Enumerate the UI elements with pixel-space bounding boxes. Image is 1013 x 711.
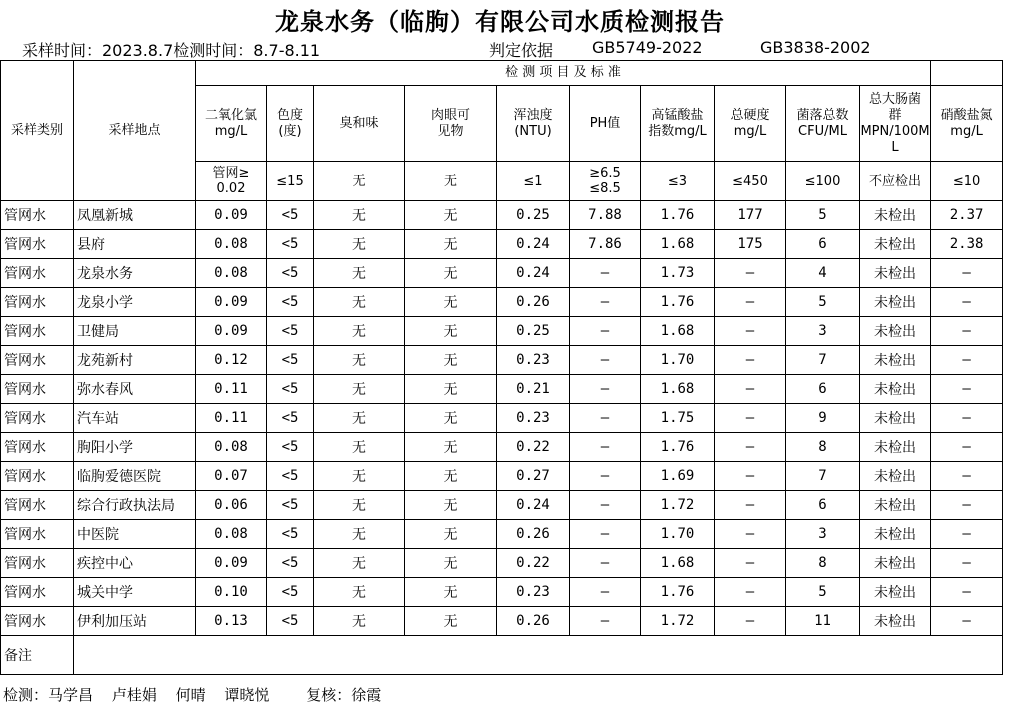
sampling-time: 采样时间：2023.8.7检测时间：8.7-8.11 xyxy=(22,41,321,60)
value-cell: 无 xyxy=(405,288,497,317)
value-cell: 无 xyxy=(314,491,405,520)
value-cell: 1.76 xyxy=(641,201,715,230)
report-subtitle xyxy=(22,38,1002,58)
value-cell: 无 xyxy=(405,317,497,346)
value-cell: 未检出 xyxy=(860,201,931,230)
value-cell: 无 xyxy=(314,346,405,375)
value-cell: 未检出 xyxy=(860,404,931,433)
value-cell: 11 xyxy=(786,607,860,636)
value-cell: — xyxy=(931,491,1003,520)
value-cell: 无 xyxy=(405,549,497,578)
sample-type-cell: 管网水 xyxy=(1,375,74,404)
value-cell: 无 xyxy=(405,491,497,520)
value-cell: 8 xyxy=(786,433,860,462)
value-cell: — xyxy=(715,317,786,346)
col-header-type: 采样类别 xyxy=(1,61,74,201)
value-cell: 未检出 xyxy=(860,317,931,346)
group-header-blank xyxy=(931,61,1003,86)
value-cell: 3 xyxy=(786,520,860,549)
table-row xyxy=(1,201,1003,230)
value-cell: 3 xyxy=(786,317,860,346)
value-cell: <5 xyxy=(267,433,314,462)
inspector-name: 卢桂娟 xyxy=(111,686,157,704)
table-row xyxy=(1,462,1003,491)
sample-type-cell: 管网水 xyxy=(1,549,74,578)
item-standard: ≤450 xyxy=(715,162,786,201)
value-cell: 0.11 xyxy=(196,404,267,433)
value-cell: 0.26 xyxy=(497,607,570,636)
value-cell: 未检出 xyxy=(860,578,931,607)
item-header: 臭和味 xyxy=(314,86,405,162)
value-cell: 0.08 xyxy=(196,259,267,288)
value-cell: 无 xyxy=(405,201,497,230)
value-cell: 0.24 xyxy=(497,491,570,520)
table-row xyxy=(1,346,1003,375)
value-cell: <5 xyxy=(267,288,314,317)
value-cell: <5 xyxy=(267,317,314,346)
value-cell: 0.24 xyxy=(497,259,570,288)
sample-type-cell: 管网水 xyxy=(1,520,74,549)
value-cell: 6 xyxy=(786,375,860,404)
value-cell: — xyxy=(931,288,1003,317)
value-cell: 6 xyxy=(786,491,860,520)
item-standard: 无 xyxy=(314,162,405,201)
value-cell: 无 xyxy=(314,578,405,607)
sample-type-cell: 管网水 xyxy=(1,404,74,433)
table-row xyxy=(1,317,1003,346)
item-standard: 无 xyxy=(405,162,497,201)
location-cell: 疾控中心 xyxy=(74,549,196,578)
value-cell: — xyxy=(931,578,1003,607)
value-cell: 无 xyxy=(314,520,405,549)
value-cell: — xyxy=(570,491,641,520)
value-cell: 无 xyxy=(405,404,497,433)
table-row xyxy=(1,288,1003,317)
sample-type-cell: 管网水 xyxy=(1,462,74,491)
standard-gb5749: GB5749-2022 xyxy=(592,38,703,57)
value-cell: 5 xyxy=(786,288,860,317)
sample-type-cell: 管网水 xyxy=(1,230,74,259)
value-cell: 无 xyxy=(405,375,497,404)
value-cell: 1.76 xyxy=(641,578,715,607)
inspect-label: 检测： xyxy=(3,686,49,704)
location-cell: 龙泉水务 xyxy=(74,259,196,288)
value-cell: — xyxy=(715,578,786,607)
sample-type-cell: 管网水 xyxy=(1,491,74,520)
value-cell: 5 xyxy=(786,201,860,230)
value-cell: — xyxy=(570,462,641,491)
value-cell: 1.68 xyxy=(641,549,715,578)
value-cell: — xyxy=(931,549,1003,578)
value-cell: 1.75 xyxy=(641,404,715,433)
value-cell: <5 xyxy=(267,607,314,636)
item-header: 色度 (度) xyxy=(267,86,314,162)
value-cell: 无 xyxy=(314,259,405,288)
value-cell: 无 xyxy=(405,433,497,462)
value-cell: — xyxy=(715,259,786,288)
value-cell: 未检出 xyxy=(860,607,931,636)
value-cell: 0.07 xyxy=(196,462,267,491)
value-cell: 0.23 xyxy=(497,578,570,607)
item-standard: ≤100 xyxy=(786,162,860,201)
value-cell: 177 xyxy=(715,201,786,230)
value-cell: 0.08 xyxy=(196,230,267,259)
location-cell: 凤凰新城 xyxy=(74,201,196,230)
value-cell: 未检出 xyxy=(860,346,931,375)
value-cell: <5 xyxy=(267,230,314,259)
sample-type-cell: 管网水 xyxy=(1,288,74,317)
value-cell: <5 xyxy=(267,549,314,578)
value-cell: 7.86 xyxy=(570,230,641,259)
sample-type-cell: 管网水 xyxy=(1,317,74,346)
value-cell: 1.76 xyxy=(641,288,715,317)
item-standard: ≤10 xyxy=(931,162,1003,201)
inspector-name: 马学昌 xyxy=(48,686,94,704)
value-cell: — xyxy=(931,259,1003,288)
value-cell: 0.24 xyxy=(497,230,570,259)
value-cell: — xyxy=(931,375,1003,404)
location-cell: 龙苑新村 xyxy=(74,346,196,375)
value-cell: 0.08 xyxy=(196,520,267,549)
table-row xyxy=(1,375,1003,404)
value-cell: 0.11 xyxy=(196,375,267,404)
item-header: 二氧化氯 mg/L xyxy=(196,86,267,162)
value-cell: 8 xyxy=(786,549,860,578)
location-cell: 龙泉小学 xyxy=(74,288,196,317)
value-cell: 0.25 xyxy=(497,317,570,346)
location-cell: 卫健局 xyxy=(74,317,196,346)
item-standard: 不应检出 xyxy=(860,162,931,201)
table-row xyxy=(1,230,1003,259)
table-row xyxy=(1,520,1003,549)
item-standard: 管网≥ 0.02 xyxy=(196,162,267,201)
value-cell: 175 xyxy=(715,230,786,259)
value-cell: <5 xyxy=(267,346,314,375)
item-header: 高锰酸盐 指数mg/L xyxy=(641,86,715,162)
location-cell: 汽车站 xyxy=(74,404,196,433)
value-cell: 1.70 xyxy=(641,346,715,375)
value-cell: 2.37 xyxy=(931,201,1003,230)
item-header: 浑浊度 (NTU) xyxy=(497,86,570,162)
value-cell: — xyxy=(570,578,641,607)
value-cell: 0.09 xyxy=(196,201,267,230)
sample-type-cell: 管网水 xyxy=(1,433,74,462)
value-cell: — xyxy=(931,462,1003,491)
table-row xyxy=(1,259,1003,288)
water-quality-table xyxy=(0,60,1003,675)
value-cell: — xyxy=(570,346,641,375)
value-cell: 1.72 xyxy=(641,607,715,636)
value-cell: 未检出 xyxy=(860,433,931,462)
value-cell: <5 xyxy=(267,462,314,491)
remarks-row xyxy=(1,636,1003,675)
value-cell: 0.06 xyxy=(196,491,267,520)
value-cell: 无 xyxy=(405,346,497,375)
sample-type-cell: 管网水 xyxy=(1,578,74,607)
value-cell: — xyxy=(570,404,641,433)
value-cell: — xyxy=(715,491,786,520)
value-cell: — xyxy=(570,549,641,578)
value-cell: 7.88 xyxy=(570,201,641,230)
value-cell: 1.72 xyxy=(641,491,715,520)
value-cell: — xyxy=(715,288,786,317)
value-cell: — xyxy=(570,433,641,462)
value-cell: <5 xyxy=(267,404,314,433)
inspector-name: 何晴 xyxy=(175,686,206,704)
report-footer xyxy=(3,684,993,705)
value-cell: — xyxy=(715,520,786,549)
value-cell: 未检出 xyxy=(860,288,931,317)
value-cell: 无 xyxy=(314,288,405,317)
item-header: 总大肠菌 群 MPN/100M L xyxy=(860,86,931,162)
value-cell: 0.09 xyxy=(196,288,267,317)
remarks-value xyxy=(74,636,1003,675)
value-cell: — xyxy=(570,288,641,317)
value-cell: — xyxy=(570,520,641,549)
value-cell: — xyxy=(931,520,1003,549)
item-header: 总硬度 mg/L xyxy=(715,86,786,162)
value-cell: 9 xyxy=(786,404,860,433)
location-cell: 伊利加压站 xyxy=(74,607,196,636)
location-cell: 朐阳小学 xyxy=(74,433,196,462)
standard-gb3838: GB3838-2002 xyxy=(760,38,871,57)
value-cell: 0.09 xyxy=(196,549,267,578)
value-cell: 无 xyxy=(314,404,405,433)
value-cell: 0.09 xyxy=(196,317,267,346)
value-cell: <5 xyxy=(267,259,314,288)
value-cell: 0.22 xyxy=(497,549,570,578)
value-cell: 未检出 xyxy=(860,462,931,491)
value-cell: 0.21 xyxy=(497,375,570,404)
value-cell: 0.13 xyxy=(196,607,267,636)
value-cell: 6 xyxy=(786,230,860,259)
value-cell: 无 xyxy=(314,607,405,636)
value-cell: 0.10 xyxy=(196,578,267,607)
item-header: PH值 xyxy=(570,86,641,162)
value-cell: 0.27 xyxy=(497,462,570,491)
sample-type-cell: 管网水 xyxy=(1,259,74,288)
value-cell: 1.76 xyxy=(641,433,715,462)
value-cell: — xyxy=(931,433,1003,462)
value-cell: <5 xyxy=(267,201,314,230)
sample-type-cell: 管网水 xyxy=(1,346,74,375)
value-cell: 未检出 xyxy=(860,230,931,259)
value-cell: 无 xyxy=(314,462,405,491)
value-cell: — xyxy=(715,346,786,375)
value-cell: <5 xyxy=(267,520,314,549)
value-cell: — xyxy=(570,375,641,404)
value-cell: 0.23 xyxy=(497,346,570,375)
value-cell: 无 xyxy=(314,433,405,462)
header-row-group xyxy=(1,61,1003,86)
value-cell: 0.26 xyxy=(497,288,570,317)
table-row xyxy=(1,578,1003,607)
value-cell: 0.26 xyxy=(497,520,570,549)
table-row xyxy=(1,491,1003,520)
item-header: 肉眼可 见物 xyxy=(405,86,497,162)
item-header: 硝酸盐氮 mg/L xyxy=(931,86,1003,162)
value-cell: — xyxy=(931,317,1003,346)
value-cell: 无 xyxy=(314,549,405,578)
item-standard: ≤3 xyxy=(641,162,715,201)
table-row xyxy=(1,404,1003,433)
value-cell: <5 xyxy=(267,375,314,404)
location-cell: 弥水春风 xyxy=(74,375,196,404)
reviewer-name: 徐霞 xyxy=(351,686,382,704)
value-cell: — xyxy=(715,404,786,433)
review-label: 复核： xyxy=(306,686,352,704)
location-cell: 综合行政执法局 xyxy=(74,491,196,520)
value-cell: 1.69 xyxy=(641,462,715,491)
value-cell: 0.08 xyxy=(196,433,267,462)
value-cell: 2.38 xyxy=(931,230,1003,259)
value-cell: 无 xyxy=(405,578,497,607)
value-cell: 1.70 xyxy=(641,520,715,549)
item-standard: ≤15 xyxy=(267,162,314,201)
value-cell: — xyxy=(715,549,786,578)
value-cell: — xyxy=(715,375,786,404)
table-row xyxy=(1,549,1003,578)
value-cell: 无 xyxy=(314,201,405,230)
item-standard: ≤1 xyxy=(497,162,570,201)
value-cell: — xyxy=(931,404,1003,433)
value-cell: 5 xyxy=(786,578,860,607)
item-standard: ≥6.5 ≤8.5 xyxy=(570,162,641,201)
value-cell: 无 xyxy=(405,230,497,259)
location-cell: 城关中学 xyxy=(74,578,196,607)
value-cell: 无 xyxy=(314,317,405,346)
value-cell: 未检出 xyxy=(860,375,931,404)
value-cell: 未检出 xyxy=(860,520,931,549)
table-row xyxy=(1,607,1003,636)
value-cell: — xyxy=(715,607,786,636)
location-cell: 县府 xyxy=(74,230,196,259)
item-header: 菌落总数 CFU/ML xyxy=(786,86,860,162)
value-cell: — xyxy=(715,462,786,491)
value-cell: 0.23 xyxy=(497,404,570,433)
value-cell: 1.73 xyxy=(641,259,715,288)
value-cell: 1.68 xyxy=(641,375,715,404)
value-cell: 7 xyxy=(786,462,860,491)
value-cell: — xyxy=(570,259,641,288)
value-cell: 无 xyxy=(405,607,497,636)
col-header-location: 采样地点 xyxy=(74,61,196,201)
location-cell: 临朐爱德医院 xyxy=(74,462,196,491)
value-cell: 4 xyxy=(786,259,860,288)
location-cell: 中医院 xyxy=(74,520,196,549)
value-cell: — xyxy=(570,317,641,346)
value-cell: — xyxy=(715,433,786,462)
group-header: 检 测 项 目 及 标 准 xyxy=(196,61,931,86)
value-cell: 0.22 xyxy=(497,433,570,462)
value-cell: 1.68 xyxy=(641,230,715,259)
value-cell: — xyxy=(570,607,641,636)
inspector-name: 谭晓悦 xyxy=(224,686,270,704)
remarks-label: 备注 xyxy=(1,636,74,675)
value-cell: 未检出 xyxy=(860,491,931,520)
basis-label: 判定依据 xyxy=(489,41,554,60)
value-cell: — xyxy=(931,607,1003,636)
value-cell: 未检出 xyxy=(860,549,931,578)
value-cell: 无 xyxy=(314,230,405,259)
value-cell: 无 xyxy=(314,375,405,404)
value-cell: 未检出 xyxy=(860,259,931,288)
value-cell: 7 xyxy=(786,346,860,375)
value-cell: 无 xyxy=(405,462,497,491)
value-cell: 0.12 xyxy=(196,346,267,375)
report-title: 龙泉水务（临朐）有限公司水质检测报告 xyxy=(275,8,725,36)
value-cell: 无 xyxy=(405,520,497,549)
table-row xyxy=(1,433,1003,462)
value-cell: <5 xyxy=(267,578,314,607)
value-cell: 无 xyxy=(405,259,497,288)
value-cell: 1.68 xyxy=(641,317,715,346)
sample-type-cell: 管网水 xyxy=(1,607,74,636)
value-cell: — xyxy=(931,346,1003,375)
value-cell: <5 xyxy=(267,491,314,520)
sample-type-cell: 管网水 xyxy=(1,201,74,230)
value-cell: 0.25 xyxy=(497,201,570,230)
